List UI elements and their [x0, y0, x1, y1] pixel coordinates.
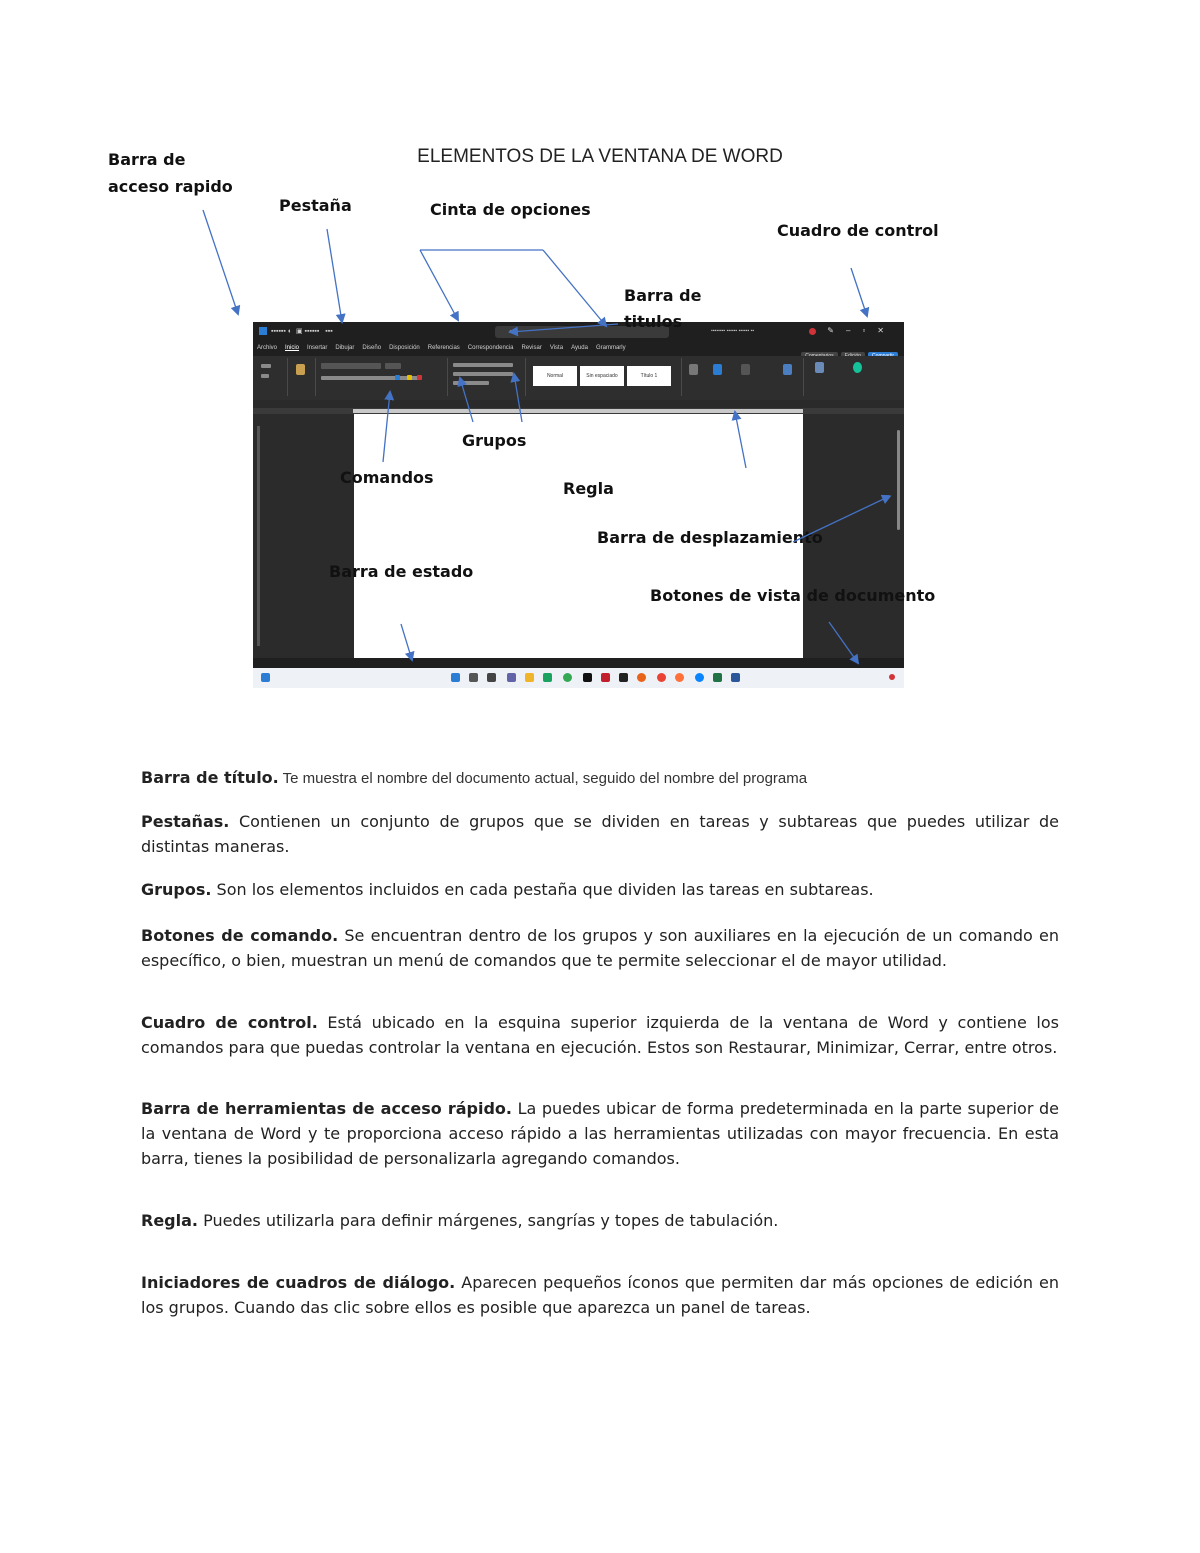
definition-iniciadores: Iniciadores de cuadros de diálogo. Aparecen pequeños íconos que permiten dar más opciones de edición en los grupos. Cuando das clic sobre ellos es posible que aparezca un panel de tareas. — [141, 1273, 1060, 1317]
callout-regla: Regla — [563, 479, 614, 498]
style-no-spacing: Sin espaciado — [580, 366, 624, 386]
definition-botones-comando: Botones de comando. Se encuentran dentro de los grupos y son auxiliares en la ejecución de un comando en específico, o bien, muestran un menú de comandos que te permite seleccionar el de mayor utilidad. — [141, 926, 1060, 970]
tab-grammarly: Grammarly — [595, 345, 626, 351]
arrow-botones-vista — [829, 622, 858, 663]
search-box: ⌕ — [495, 326, 669, 338]
tab-revisar: Revisar — [521, 345, 542, 351]
definition-grupos: Grupos. Son los elementos incluidos en cada pestaña que dividen las tareas en subtareas. — [141, 880, 874, 899]
user-info: ▪▪▪▪▪▪▪▪ ▪▪▪▪▪▪ ▪▪▪▪▪▪ ▪▪ — [711, 328, 755, 334]
callout-arrows — [0, 0, 1200, 720]
callout-barra-desplazamiento: Barra de desplazamiento — [597, 528, 823, 547]
arrow-comandos — [383, 392, 390, 462]
tab-insertar: Insertar — [307, 345, 328, 351]
arrow-pestana — [327, 229, 342, 322]
window-controls: ✎–▫✕ — [827, 326, 896, 335]
arrow-cinta-left — [420, 250, 458, 320]
tab-ayuda: Ayuda — [571, 345, 588, 351]
style-normal: Normal — [533, 366, 577, 386]
definition-regla: Regla. Puedes utilizarla para definir márgenes, sangrías y topes de tabulación. — [141, 1211, 779, 1230]
document-title: ELEMENTOS DE LA VENTANA DE WORD — [417, 146, 783, 167]
tab-referencias: Referencias — [427, 345, 460, 351]
arrow-cuadro-control — [851, 268, 867, 316]
callout-barra-estado: Barra de estado — [329, 562, 474, 581]
callout-pestana: Pestaña — [279, 196, 352, 215]
tab-vista: Vista — [549, 345, 564, 351]
callout-grupos: Grupos — [462, 431, 527, 450]
arrow-grupos-left — [460, 378, 473, 422]
quick-access-toolbar: ▪▪▪▪▪▪ ◐ ▣ ▪▪▪▪▪▪ ▪▪▪ — [259, 327, 333, 335]
definition-barra-titulo: Barra de título. Te muestra el nombre del documento actual, seguido del nombre del programa — [141, 768, 808, 787]
callout-botones-vista: Botones de vista de documento — [650, 586, 936, 605]
callout-cinta: Cinta de opciones — [430, 200, 591, 219]
callout-cuadro-control: Cuadro de control — [777, 221, 939, 240]
definition-pestanas: Pestañas. Contienen un conjunto de grupos que se dividen en tareas y subtareas que puedes utilizar de distintas maneras. — [141, 812, 1059, 856]
definition-acceso-rapido: Barra de herramientas de acceso rápido. La puedes ubicar de forma predeterminada en la parte superior de la ventana de Word y te proporciona acceso rápido a las herramientas utilizadas con mayor frecuencia. En esta barra, tienes la posibilidad de personalizarla agregando comandos. — [141, 1099, 1059, 1168]
arrow-desplazamiento — [793, 496, 890, 542]
tab-diseño: Diseño — [362, 345, 382, 351]
tab-disposición: Disposición — [389, 345, 420, 351]
arrow-grupos-right — [514, 374, 522, 422]
callout-comandos: Comandos — [340, 468, 434, 487]
tab-archivo: Archivo — [257, 345, 278, 351]
tab-inicio: Inicio — [285, 345, 300, 351]
arrow-regla — [735, 412, 746, 468]
definition-cuadro-control: Cuadro de control. Está ubicado en la esquina superior izquierda de la ventana de Word y contiene los comandos para que puedas controlar la ventana en ejecución. Estos son Restaurar, Minimizar, Cerrar, entre otros. — [141, 1013, 1060, 1057]
arrow-quick-access — [203, 210, 238, 314]
style-heading1: Título 1 — [627, 366, 671, 386]
callout-quick-access: Barra de acceso rapido — [108, 150, 233, 196]
tab-dibujar: Dibujar — [335, 345, 355, 351]
arrow-barra-estado — [401, 624, 412, 660]
arrow-barra-titulos — [510, 324, 618, 332]
callout-barra-titulos: Barra de titulos — [624, 286, 702, 331]
arrow-cinta-right — [543, 250, 606, 326]
tab-correspondencia: Correspondencia — [467, 345, 514, 351]
